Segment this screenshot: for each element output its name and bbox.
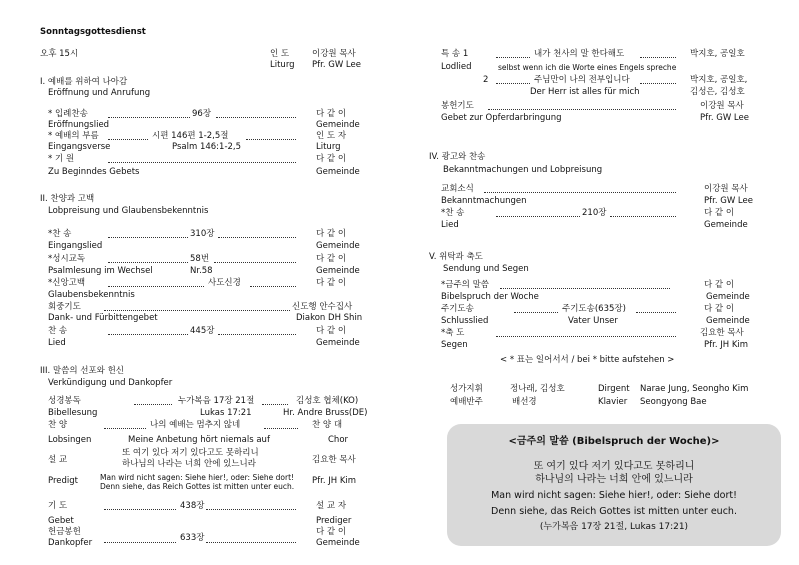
s5-r1-right: 다 같 이 <box>704 280 735 290</box>
s2-r1-right: 다 같 이 <box>316 229 347 239</box>
s3-r2-de-mid: Meine Anbetung hört niemals auf <box>128 435 270 445</box>
s4-r1-de-right: Pfr. GW Lee <box>704 196 753 206</box>
s3-r3-ko: 설 교 <box>48 455 68 465</box>
s4-r2-de-right: Gemeinde <box>704 220 748 230</box>
s1-r2-mid: 시편 146편 1-2,5절 <box>152 131 229 141</box>
special-song-1-ko: 특 송 1 <box>441 49 469 59</box>
verse-ko-1: 또 여기 있다 저기 있다고도 못하리니 <box>533 461 695 472</box>
s2-r2-de-mid: Nr.58 <box>190 266 213 276</box>
s1-r2-de-right: Liturg <box>316 142 341 152</box>
s4-r2-ko: *찬 송 <box>441 208 465 218</box>
s2-r1-num: 310장 <box>190 229 215 239</box>
s2-r4-de: Dank- und Fürbittengebet <box>48 313 158 323</box>
s2-r3-de: Glaubensbekenntnis <box>48 290 135 300</box>
s5-r2-de: Schlusslied <box>441 316 489 326</box>
s5-r1-de: Bibelspruch der Woche <box>441 292 539 302</box>
s2-r4-de-right: Diakon DH Shin <box>296 313 363 323</box>
s2-r5-num: 445장 <box>190 326 215 336</box>
leader-de: Liturg <box>270 60 295 70</box>
s2-r4-right: 신도행 안수집사 <box>292 302 353 312</box>
credit-label-4: Klavier <box>598 397 628 407</box>
s1-r3-ko: * 기 원 <box>48 154 75 164</box>
s3-r5-right: 다 같 이 <box>316 527 347 537</box>
s3-r3-de-mid2: Denn siehe, das Reich Gottes ist mitten unter euch. <box>100 482 295 491</box>
s1-r2-right: 인 도 자 <box>316 131 347 141</box>
special-song-2-mid: 주님만이 나의 전부입니다 <box>534 75 630 85</box>
credit-label-3: 예배반주 <box>450 397 483 407</box>
s1-r3-de: Zu Beginndes Gebets <box>48 167 140 177</box>
s4-r1-de: Bekanntmachungen <box>441 196 527 206</box>
s3-r3-mid1: 또 여기 있다 저기 있다고도 못하리니 <box>122 448 259 458</box>
s3-r1-mid: 누가복음 17장 21절 <box>178 396 255 406</box>
special-song-1-de: Lodlied <box>441 62 472 72</box>
section-1-heading: I. 예배를 위하여 나아감 <box>40 77 128 87</box>
special-song-1-de-mid: selbst wenn ich die Worte eines Engels spreche <box>498 63 677 72</box>
s1-r1-num: 96장 <box>192 109 212 119</box>
verse-title: <금주의 말씀 (Bibelspruch der Woche)> <box>508 436 720 447</box>
s3-r3-de-mid1: Man wird nicht sagen: Siehe hier!, oder: Siehe dort! <box>100 473 295 482</box>
s3-r1-right: 김성호 협체(KO) <box>296 396 359 406</box>
leader-ko: 인 도 <box>270 49 290 59</box>
credit-name-1: 정나래, 김성호 <box>510 384 565 394</box>
s5-r1-de-right: Gemeinde <box>706 292 750 302</box>
s2-r2-right: 다 같 이 <box>316 254 347 264</box>
s3-r5-ko: 헌금봉헌 <box>48 527 81 537</box>
s5-r3-right: 김요한 목사 <box>700 328 744 338</box>
s3-r1-ko: 성경봉독 <box>48 396 81 406</box>
s1-r2-ko: * 예배의 부름 <box>48 131 99 141</box>
s3-r5-num: 633장 <box>180 533 205 543</box>
s2-r1-de-right: Gemeinde <box>316 241 360 251</box>
s2-r3-right: 다 같 이 <box>316 278 347 288</box>
credit-label-1: 성가지휘 <box>450 384 483 394</box>
s3-r2-right: 찬 양 대 <box>312 420 343 430</box>
s2-r1-ko: *찬 송 <box>48 229 72 239</box>
special-song-2-de-mid: Der Herr ist alles für mich <box>530 87 640 97</box>
s3-r3-de-right: Pfr. JH Kim <box>312 476 357 486</box>
s3-r2-de-right: Chor <box>328 435 349 445</box>
s2-r2-ko: *성시교독 <box>48 254 86 264</box>
verse-de-2: Denn siehe, das Reich Gottes ist mitten unter euch. <box>491 506 737 517</box>
weekly-verse-box <box>447 424 781 546</box>
special-song-2-de-right: 김성은, 김성호 <box>690 87 745 97</box>
s5-r2-de-right: Gemeinde <box>706 316 750 326</box>
s4-r1-right: 이강원 목사 <box>704 184 748 194</box>
section-2-heading-de: Lobpreisung und Glaubensbekenntnis <box>48 206 209 216</box>
standing-note: < * 표는 일어서서 / bei * bitte aufstehen > <box>500 355 675 365</box>
s3-r2-de: Lobsingen <box>48 435 92 445</box>
s3-r5-de-right: Gemeinde <box>316 538 360 548</box>
s3-r1-de: Bibellesung <box>48 408 98 418</box>
s5-r3-ko: *축 도 <box>441 328 465 338</box>
service-time: 오후 15시 <box>40 49 79 59</box>
s3-r1-de-mid: Lukas 17:21 <box>200 408 252 418</box>
s2-r5-de: Lied <box>48 338 66 348</box>
s2-r3-mid: 사도신경 <box>208 278 241 288</box>
offering-prayer-de: Gebet zur Opferdarbringung <box>441 113 562 123</box>
s2-r4-ko: 회중기도 <box>48 302 81 312</box>
s5-r1-ko: *금주의 말씀 <box>441 280 490 290</box>
credit-name-3: 배선경 <box>512 397 537 407</box>
section-4-heading-de: Bekanntmachungen und Lobpreisung <box>443 165 603 175</box>
s3-r5-de: Dankopfer <box>48 538 93 548</box>
s1-r2-de-mid: Psalm 146:1-2,5 <box>172 142 242 152</box>
s1-r1-de-right: Gemeinde <box>316 120 360 130</box>
s3-r2-ko: 찬 양 <box>48 420 68 430</box>
section-4-heading: IV. 광고와 찬송 <box>429 152 486 162</box>
s5-r2-ko: 주기도송 <box>441 304 474 314</box>
s1-r1-de: Eröffnungslied <box>48 120 110 130</box>
s1-r2-de: Eingangsverse <box>48 142 111 152</box>
s1-r3-right: 다 같 이 <box>316 154 347 164</box>
s3-r4-de-right: Prediger <box>316 516 352 526</box>
s3-r4-de: Gebet <box>48 516 74 526</box>
s5-r3-de: Segen <box>441 340 468 350</box>
offering-prayer-right: 이강원 목사 <box>700 101 744 111</box>
s1-r3-de-right: Gemeinde <box>316 167 360 177</box>
s5-r3-de-right: Pfr. JH Kim <box>704 340 749 350</box>
s3-r4-num: 438장 <box>180 501 205 511</box>
section-1-heading-de: Eröffnung und Anrufung <box>48 88 151 98</box>
section-3-heading: III. 말씀의 선포와 헌신 <box>40 366 125 376</box>
verse-reference: (누가복음 17장 21절, Lukas 17:21) <box>539 522 689 532</box>
credit-name-2: Narae Jung, Seongho Kim <box>640 384 749 394</box>
special-song-1-right: 박지호, 공일호 <box>690 49 745 59</box>
s2-r2-de-right: Gemeinde <box>316 266 360 276</box>
credit-name-4: Seongyong Bae <box>640 397 707 407</box>
s2-r5-de-right: Gemeinde <box>316 338 360 348</box>
section-5-heading: V. 위탁과 축도 <box>429 252 483 262</box>
s3-r2-mid: 나의 예배는 멈추지 않네 <box>150 420 241 430</box>
s4-r2-right: 다 같 이 <box>704 208 735 218</box>
s3-r4-right: 설 교 자 <box>316 501 347 511</box>
s2-r5-right: 다 같 이 <box>316 326 347 336</box>
s3-r3-right: 김요한 목사 <box>312 455 356 465</box>
s2-r3-ko: *신앙고백 <box>48 278 86 288</box>
section-2-heading: II. 찬양과 고백 <box>40 194 95 204</box>
page-title: Sonntagsgottesdienst <box>40 27 146 37</box>
offering-prayer-ko: 봉헌기도 <box>441 101 474 111</box>
s5-r2-mid: 주기도송(635장) <box>562 304 626 314</box>
s2-r2-de: Psalmlesung im Wechsel <box>48 266 153 276</box>
s5-r2-right: 다 같 이 <box>704 304 735 314</box>
s1-r1-ko: * 입례찬송 <box>48 109 88 119</box>
s3-r1-de-right: Hr. Andre Bruss(DE) <box>283 408 368 418</box>
s3-r3-mid2: 하나님의 나라는 너희 안에 있느니라 <box>122 459 256 469</box>
credit-label-2: Dirgent <box>598 384 630 394</box>
s2-r2-num: 58번 <box>190 254 210 264</box>
section-3-heading-de: Verkündigung und Dankopfer <box>48 378 173 388</box>
pastor-ko: 이강원 목사 <box>312 49 356 59</box>
s4-r2-num: 210장 <box>582 208 607 218</box>
verse-ko-2: 하나님의 나라는 너희 안에 있느니라 <box>535 474 693 485</box>
special-song-2-right: 박지호, 공일호, <box>690 75 748 85</box>
pastor-de: Pfr. GW Lee <box>312 60 361 70</box>
s3-r3-de: Predigt <box>48 476 78 486</box>
verse-de-1: Man wird nicht sagen: Siehe hier!, oder: Siehe dort! <box>491 490 737 501</box>
s5-r2-de-mid: Vater Unser <box>568 316 618 326</box>
special-song-1-mid: 내가 천사의 말 한다해도 <box>534 49 625 59</box>
section-5-heading-de: Sendung und Segen <box>443 264 529 274</box>
s4-r1-ko: 교회소식 <box>441 184 474 194</box>
s2-r5-ko: 찬 송 <box>48 326 68 336</box>
s2-r1-de: Eingangslied <box>48 241 103 251</box>
offering-prayer-de-right: Pfr. GW Lee <box>700 113 749 123</box>
s3-r4-ko: 기 도 <box>48 501 68 511</box>
special-song-2-num: 2 <box>483 75 489 85</box>
s4-r2-de: Lied <box>441 220 459 230</box>
s1-r1-right: 다 같 이 <box>316 109 347 119</box>
